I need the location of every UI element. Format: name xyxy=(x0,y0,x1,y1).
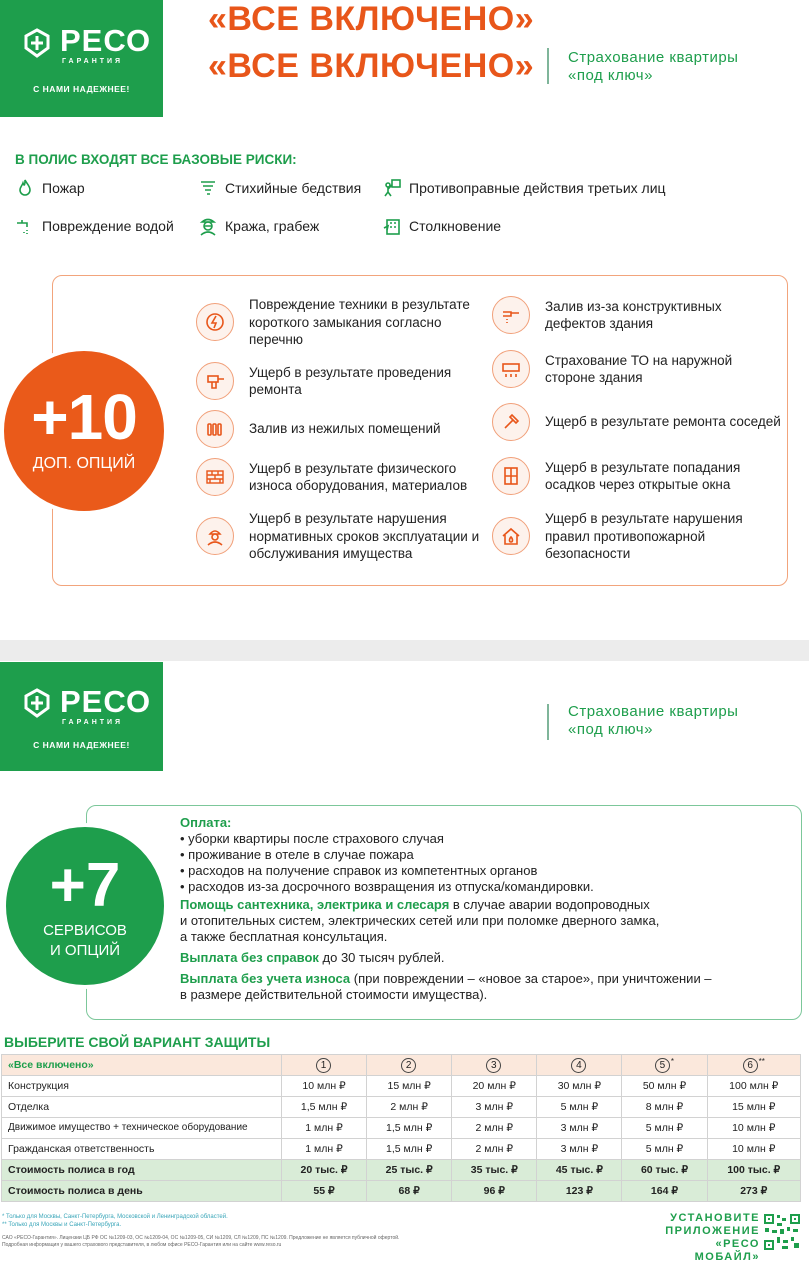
row-label: Движимое имущество + техническое оборудование xyxy=(2,1118,282,1139)
table-cell: 1,5 млн ₽ xyxy=(367,1118,452,1139)
pricing-table xyxy=(1,1054,801,1202)
table-header-label: «Все включено» xyxy=(2,1055,282,1076)
option-header[interactable] xyxy=(452,1055,537,1076)
hammer-icon xyxy=(492,403,530,441)
risk-item: Столкновение xyxy=(382,216,501,236)
option-item: Залив из нежилых помещений xyxy=(196,410,486,448)
brand-slogan: С НАМИ НАДЕЖНЕЕ! xyxy=(33,84,130,94)
air-conditioner-icon xyxy=(492,350,530,388)
option-number: 2 xyxy=(401,1058,416,1073)
option-header[interactable] xyxy=(537,1055,622,1076)
table-cell: 1,5 млн ₽ xyxy=(282,1097,367,1118)
option-number: 5 xyxy=(655,1058,670,1073)
table-total-row xyxy=(2,1160,801,1181)
services-list: Оплата: • уборки квартиры после страхового случая • проживание в отеле в случае пожара • расходов на получение справок из компетентных органов • расходов из-за досрочного возвращения из отпуска/командировки. Помощь сантехника, электрика и слесаря в случае аварии водопроводных и отопительных систем, электрических сетей или при поломке дверного замка, а также бесплатная консультация. Выплата без справок до 30 тысяч рублей. Выплата без учета износа (при повреждении – «новое за старое», при уничтожении – в размере действительной стоимости имущества). xyxy=(180,815,712,1002)
option-header[interactable] xyxy=(282,1055,367,1076)
table-cell: 20 тыс. ₽ xyxy=(282,1160,367,1181)
table-row xyxy=(2,1097,801,1118)
window-icon xyxy=(492,457,530,495)
table-cell: 2 млн ₽ xyxy=(367,1097,452,1118)
risk-item: Кража, грабеж xyxy=(198,216,319,236)
option-item: Залив из-за конструктивных дефектов здания xyxy=(492,296,782,334)
table-cell: 10 млн ₽ xyxy=(282,1076,367,1097)
table-cell: 15 млн ₽ xyxy=(367,1076,452,1097)
table-header-row xyxy=(2,1055,801,1076)
table-cell: 273 ₽ xyxy=(707,1181,800,1202)
reso-shield-icon xyxy=(22,28,52,58)
table-cell: 10 млн ₽ xyxy=(707,1139,800,1160)
table-cell: 1 млн ₽ xyxy=(282,1139,367,1160)
option-footnote-mark: ** xyxy=(758,1056,765,1066)
table-cell: 45 тыс. ₽ xyxy=(537,1160,622,1181)
drill-icon xyxy=(196,362,234,400)
brand-slogan: С НАМИ НАДЕЖНЕЕ! xyxy=(33,740,130,750)
table-cell: 1,5 млн ₽ xyxy=(367,1139,452,1160)
risk-item: Противоправные действия третьих лиц xyxy=(382,178,666,198)
footnote-1: * Только для Москвы, Санкт-Петербурга, Московской и Ленинградской областей. xyxy=(2,1214,228,1220)
radiator-icon xyxy=(196,410,234,448)
row-label: Отделка xyxy=(2,1097,282,1118)
option-footnote-mark: * xyxy=(670,1056,675,1066)
table-cell: 50 млн ₽ xyxy=(622,1076,707,1097)
option-number: 1 xyxy=(316,1058,331,1073)
option-number: 6 xyxy=(743,1058,758,1073)
extra-options-badge: +10 ДОП. ОПЦИЙ xyxy=(0,347,168,515)
base-risks-title: В ПОЛИС ВХОДЯТ ВСЕ БАЗОВЫЕ РИСКИ: xyxy=(15,152,297,167)
qr-code-icon[interactable] xyxy=(763,1213,801,1251)
table-row xyxy=(2,1139,801,1160)
install-app-cta[interactable]: УСТАНОВИТЕ ПРИЛОЖЕНИЕ «РЕСО МОБАЙЛ» xyxy=(665,1212,760,1263)
contact-text: Подробная информация у вашего страхового представителя, в любом офисе РЕСО-Гарантия или на сайте www.reso.ru xyxy=(2,1242,282,1248)
table-cell: 100 тыс. ₽ xyxy=(707,1160,800,1181)
table-cell: 164 ₽ xyxy=(622,1181,707,1202)
table-cell: 10 млн ₽ xyxy=(707,1118,800,1139)
table-cell: 20 млн ₽ xyxy=(452,1076,537,1097)
option-item: Ущерб в результате физического износа оборудования, материалов xyxy=(196,458,486,496)
option-item: Ущерб в результате проведения ремонта xyxy=(196,362,486,400)
tagline: Страхование квартиры «под ключ» xyxy=(568,49,739,84)
license-text: САО «РЕСО-Гарантия». Лицензии ЦБ РФ ОС №1209-03, ОС №1209-04, ОС №1209-05, СИ №1209, СЛ №1209, ПС №1209. Предложение не является публичной офертой. xyxy=(2,1235,400,1241)
table-cell: 60 тыс. ₽ xyxy=(622,1160,707,1181)
option-header[interactable] xyxy=(707,1055,800,1076)
option-item: Ущерб в результате нарушения правил противопожарной безопасности xyxy=(492,510,782,563)
table-title: ВЫБЕРИТЕ СВОЙ ВАРИАНТ ЗАЩИТЫ xyxy=(4,1034,271,1050)
table-cell: 3 млн ₽ xyxy=(452,1097,537,1118)
row-label: Гражданская ответственность xyxy=(2,1139,282,1160)
table-cell: 3 млн ₽ xyxy=(537,1118,622,1139)
table-cell: 3 млн ₽ xyxy=(537,1139,622,1160)
tornado-icon xyxy=(198,178,218,198)
collision-icon xyxy=(382,216,402,236)
risk-item: Стихийные бедствия xyxy=(198,178,361,198)
table-cell: 55 ₽ xyxy=(282,1181,367,1202)
brand-sub: ГАРАНТИЯ xyxy=(62,58,124,65)
table-cell: 30 млн ₽ xyxy=(537,1076,622,1097)
headline: «ВСЕ ВКЛЮЧЕНО» xyxy=(208,47,535,85)
table-cell: 96 ₽ xyxy=(452,1181,537,1202)
option-number: 4 xyxy=(571,1058,586,1073)
services-badge: +7 СЕРВИСОВ И ОПЦИЙ xyxy=(2,823,168,989)
table-total-row xyxy=(2,1181,801,1202)
table-cell: 15 млн ₽ xyxy=(707,1097,800,1118)
option-item: Ущерб в результате попадания осадков через открытые окна xyxy=(492,457,782,495)
option-header[interactable] xyxy=(367,1055,452,1076)
option-item: Повреждение техники в результате короткого замыкания согласно перечню xyxy=(196,296,486,349)
table-row xyxy=(2,1118,801,1139)
brick-wall-icon xyxy=(196,458,234,496)
risk-item: Пожар xyxy=(15,178,85,198)
reso-logo xyxy=(0,662,163,771)
table-cell: 68 ₽ xyxy=(367,1181,452,1202)
table-cell: 25 тыс. ₽ xyxy=(367,1160,452,1181)
table-cell: 2 млн ₽ xyxy=(452,1139,537,1160)
headline-2: «ВСЕ ВКЛЮЧЕНО» xyxy=(208,0,535,38)
vandal-icon xyxy=(382,178,402,198)
tagline-2: Страхование квартиры «под ключ» xyxy=(568,703,739,738)
divider xyxy=(547,48,549,84)
table-cell: 123 ₽ xyxy=(537,1181,622,1202)
option-item: Страхование ТО на наружной стороне здания xyxy=(492,350,782,388)
worker-icon xyxy=(196,517,234,555)
row-label: Конструкция xyxy=(2,1076,282,1097)
risk-item: Повреждение водой xyxy=(15,216,174,236)
option-item: Ущерб в результате ремонта соседей xyxy=(492,403,782,441)
brand-name: РЕСО xyxy=(60,23,152,58)
socket-icon xyxy=(196,303,234,341)
table-cell: 5 млн ₽ xyxy=(537,1097,622,1118)
table-cell: 1 млн ₽ xyxy=(282,1118,367,1139)
reso-shield-icon xyxy=(22,688,52,718)
table-cell: 100 млн ₽ xyxy=(707,1076,800,1097)
option-item: Ущерб в результате нарушения нормативных сроков эксплуатации и обслуживания имущества xyxy=(196,510,486,563)
table-cell: 5 млн ₽ xyxy=(622,1118,707,1139)
divider-2 xyxy=(547,704,549,740)
row-label: Стоимость полиса в год xyxy=(2,1160,282,1181)
footnote-2: ** Только для Москвы и Санкт-Петербурга. xyxy=(2,1222,122,1228)
table-cell: 2 млн ₽ xyxy=(452,1118,537,1139)
option-number: 3 xyxy=(486,1058,501,1073)
fire-icon xyxy=(15,178,35,198)
table-cell: 35 тыс. ₽ xyxy=(452,1160,537,1181)
option-header[interactable] xyxy=(622,1055,707,1076)
thief-icon xyxy=(198,216,218,236)
brand-name: РЕСО xyxy=(60,684,152,719)
table-cell: 8 млн ₽ xyxy=(622,1097,707,1118)
table-row xyxy=(2,1076,801,1097)
house-fire-icon xyxy=(492,517,530,555)
leaking-pipe-icon xyxy=(492,296,530,334)
table-cell: 5 млн ₽ xyxy=(622,1139,707,1160)
water-tap-icon xyxy=(15,216,35,236)
brand-sub: ГАРАНТИЯ xyxy=(62,719,124,726)
row-label: Стоимость полиса в день xyxy=(2,1181,282,1202)
reso-logo xyxy=(0,0,163,117)
